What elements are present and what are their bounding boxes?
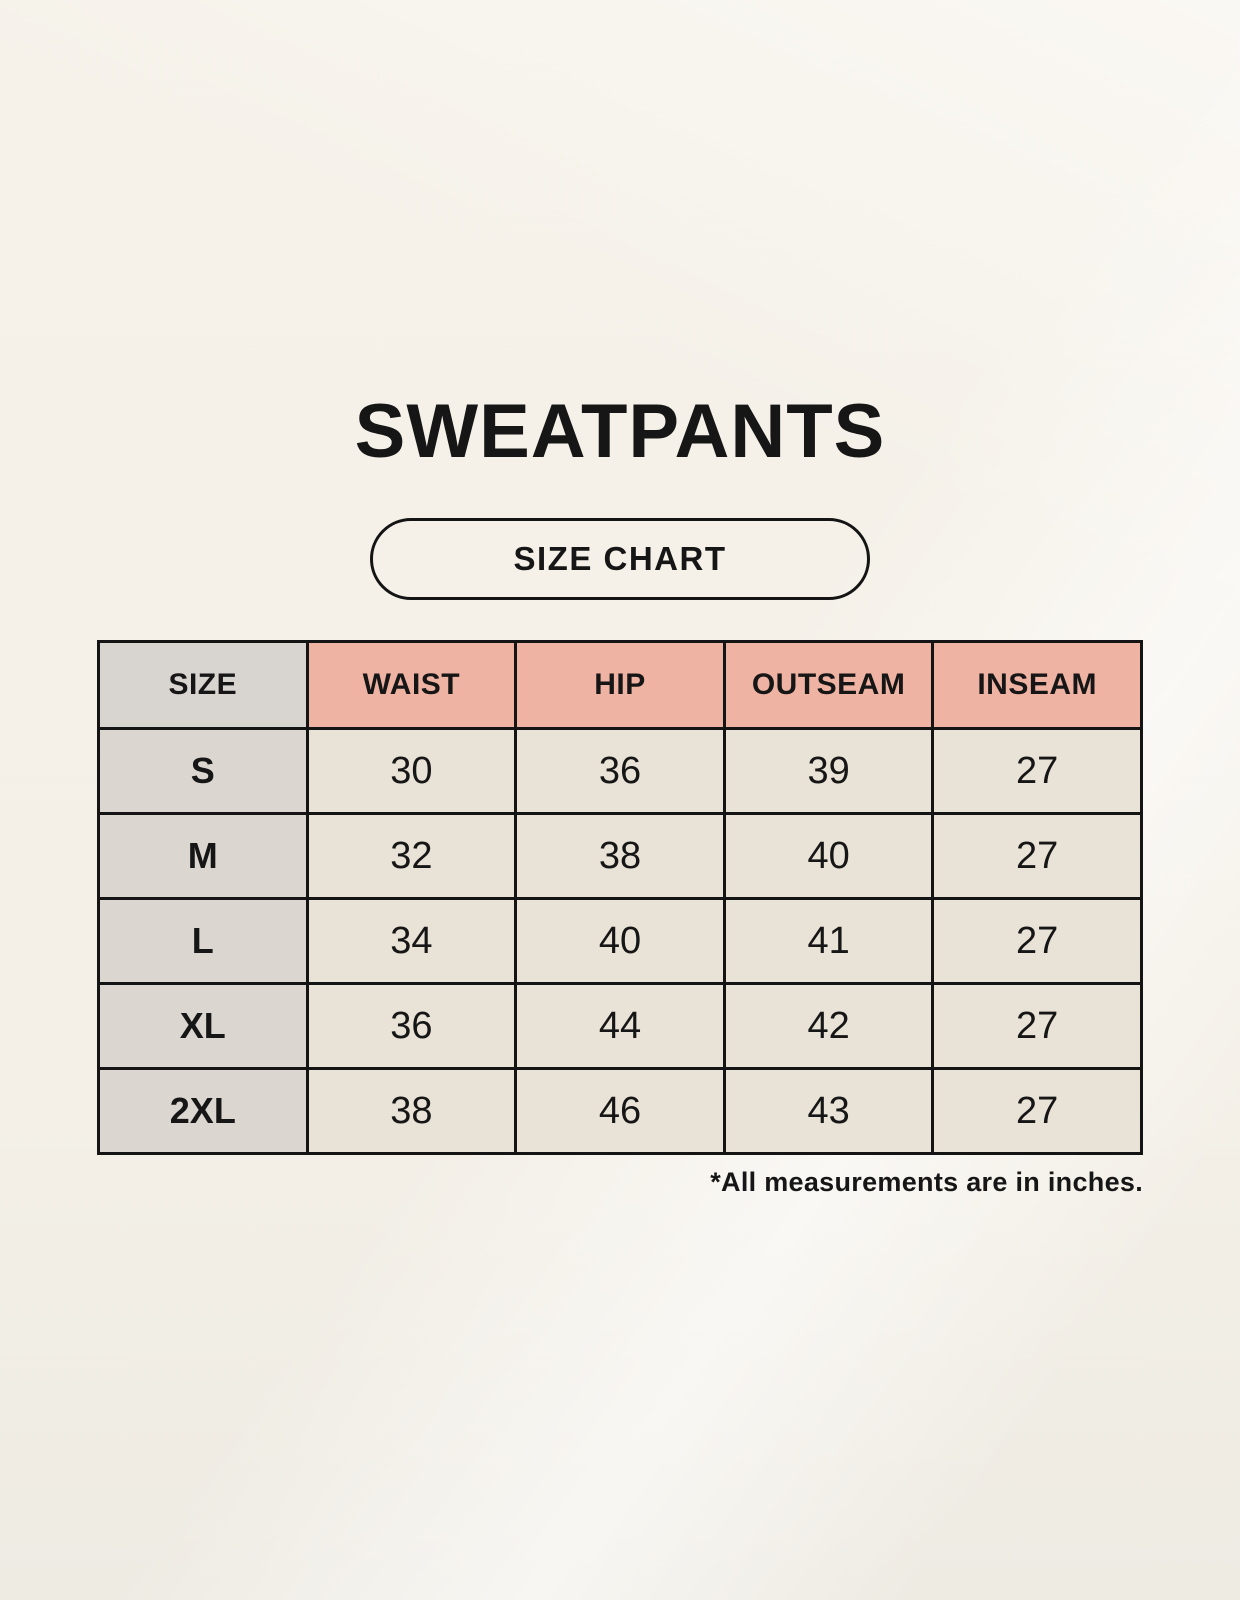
row-size-label: S: [99, 729, 308, 814]
row-size-label: L: [99, 899, 308, 984]
measurement-cell: 27: [933, 984, 1142, 1069]
measurement-cell: 43: [724, 1069, 933, 1154]
measurement-cell: 38: [307, 1069, 516, 1154]
row-size-label: XL: [99, 984, 308, 1069]
measurement-cell: 27: [933, 729, 1142, 814]
measurement-cell: 27: [933, 1069, 1142, 1154]
row-size-label: M: [99, 814, 308, 899]
measurement-cell: 41: [724, 899, 933, 984]
column-header-hip: HIP: [516, 642, 725, 729]
measurement-cell: 34: [307, 899, 516, 984]
row-size-label: 2XL: [99, 1069, 308, 1154]
size-table-head: [99, 642, 1142, 729]
table-row: [99, 729, 1142, 814]
measurement-cell: 44: [516, 984, 725, 1069]
measurements-footnote: *All measurements are in inches.: [710, 1167, 1143, 1197]
table-row: [99, 899, 1142, 984]
table-header-row: [99, 642, 1142, 729]
column-header-size: SIZE: [99, 642, 308, 729]
column-header-outseam: OUTSEAM: [724, 642, 933, 729]
column-header-waist: WAIST: [307, 642, 516, 729]
table-row: [99, 984, 1142, 1069]
size-table-body: [99, 729, 1142, 1154]
measurement-cell: 36: [516, 729, 725, 814]
measurement-cell: 30: [307, 729, 516, 814]
measurement-cell: 36: [307, 984, 516, 1069]
page-title: SWEATPANTS: [354, 389, 886, 474]
measurement-cell: 27: [933, 899, 1142, 984]
column-header-inseam: INSEAM: [933, 642, 1142, 729]
table-row: [99, 1069, 1142, 1154]
size-chart-badge: [370, 518, 870, 600]
measurement-cell: 46: [516, 1069, 725, 1154]
measurement-cell: 38: [516, 814, 725, 899]
measurement-cell: 40: [724, 814, 933, 899]
size-table-container: [97, 640, 1143, 1198]
measurement-cell: 40: [516, 899, 725, 984]
size-table: [97, 640, 1143, 1155]
table-row: [99, 814, 1142, 899]
size-chart-badge-label: SIZE CHART: [513, 540, 727, 577]
measurement-cell: 27: [933, 814, 1142, 899]
measurement-cell: 42: [724, 984, 933, 1069]
measurement-cell: 39: [724, 729, 933, 814]
measurement-cell: 32: [307, 814, 516, 899]
